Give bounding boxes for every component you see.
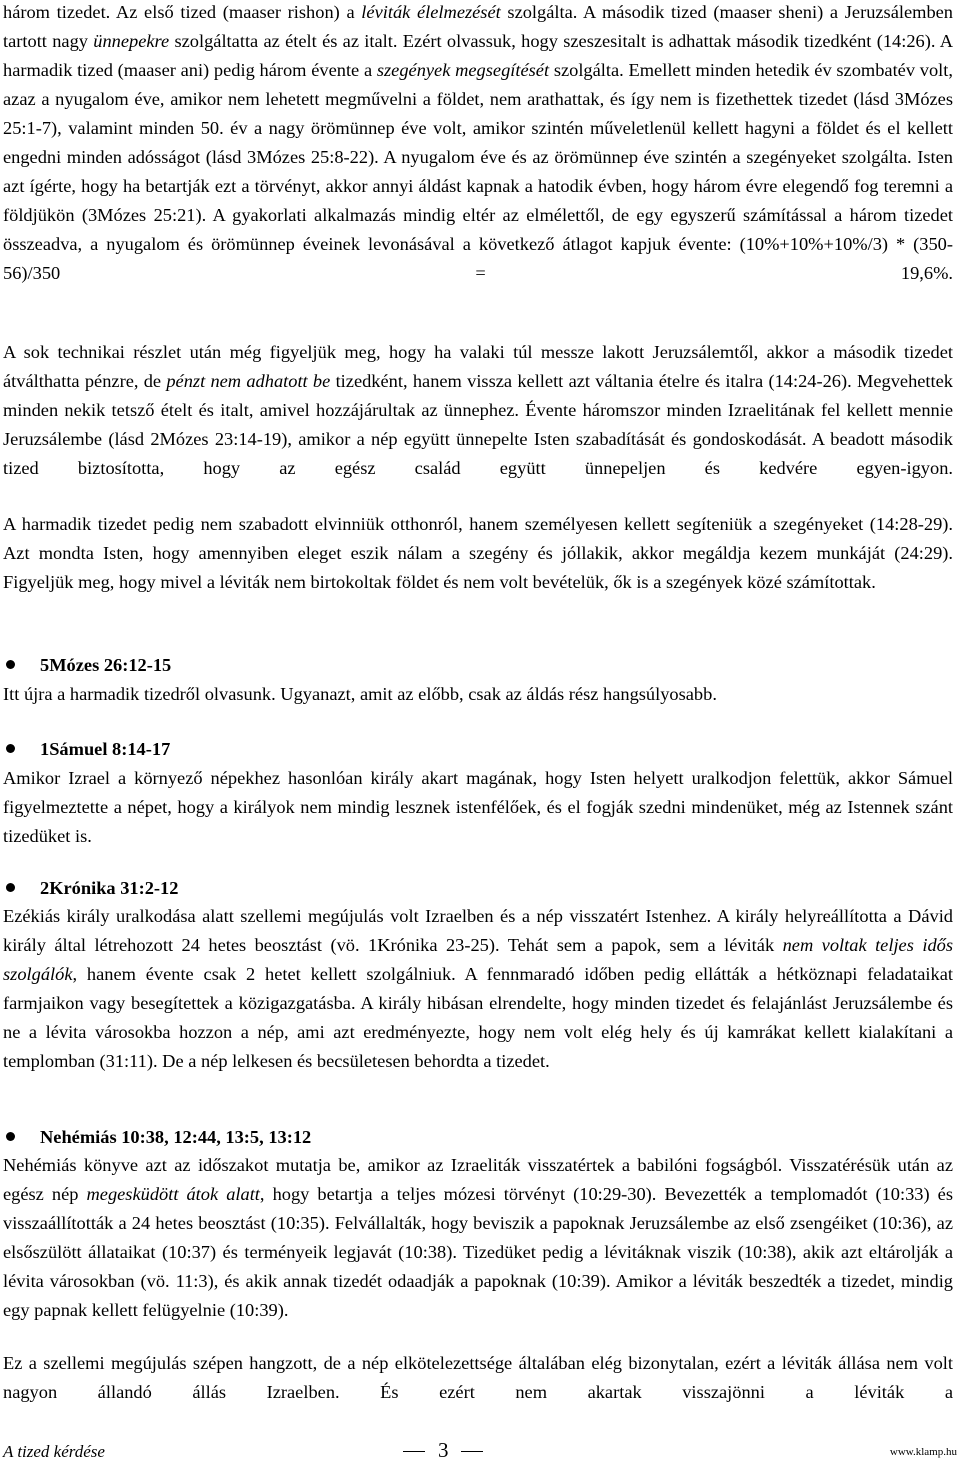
heading-text: 1Sámuel 8:14-17 xyxy=(40,739,171,759)
footer-document-title: A tized kérdése xyxy=(3,1442,105,1461)
bullet-icon xyxy=(6,744,15,753)
page-number: 3 xyxy=(438,1438,449,1462)
heading-text: 2Krónika 31:2-12 xyxy=(40,878,179,898)
emphasis-text: nem voltak teljes idős szolgálók xyxy=(3,935,953,984)
text-run: tizedként, hanem vissza kellett azt váltania ételre és italra (14:24-26). Megvehettek minden nekik tetsző ételt és italt, amivel hozzájárultak az ünnephez. Évente háromszor minden Izraelitának fel kellett mennie Jeruzsálembe (lásd 2Mózes 23:14-19), amikor a nép együtt ünnepelte Isten szabadítását és gondoskodását. A beadott második tized biztosította, hogy az egész család együtt ünnepeljen és kedvére egyen-igyon. xyxy=(3,371,954,478)
text-run: három tizedet. Az első tized (maaser rishon) a xyxy=(3,2,362,22)
text-run: Nehémiás könyve azt az időszakot mutatja be, amikor az Izraeliták visszatértek a babilóni fogságból. Visszatérésük után az egész nép xyxy=(3,1155,953,1204)
text-run: A harmadik tizedet pedig nem szabadott elvinniük otthonról, hanem személyesen kellett segíteniük a szegényeket (14:28-29). Azt mondta Isten, hogy amennyiben eleget eszik nálam a szegény és jóllakik, akkor megáldja kezem munkáját (24:29). Figyeljük meg, hogy mivel a léviták nem birtokoltak földet és nem volt bevételük, ők is a szegények közé számítottak. xyxy=(3,514,953,592)
paragraph-1-samuel xyxy=(3,764,953,851)
section-heading-5-mozes xyxy=(3,651,953,680)
text-run: szolgálta. A második tized (maaser sheni) a Jeruzsálemben tartott nagy xyxy=(3,2,953,51)
text-run: Ez a szellemi megújulás szépen hangzott, de a nép elkötelezettsége általában elég bizonytalan, ezért a léviták állása nem volt nagyon állandó állás Izraelben. És ezért nem akartak visszajönni a léviták a xyxy=(3,1353,953,1402)
paragraph-5-mozes xyxy=(3,680,953,709)
footer-dash-right xyxy=(461,1451,483,1452)
bullet-icon xyxy=(6,883,15,892)
paragraph-2-kronika xyxy=(3,902,953,1076)
bullet-icon xyxy=(6,660,15,669)
text-run: Amikor Izrael a környező népekhez hasonlóan király akart magának, hogy Isten helyett uralkodjon felettük, akkor Sámuel figyelmeztette a népet, hogy a királyok nem mindig lesznek istenfélőek, és el fogják szedni mindenüket, még az Istennek szánt tizedüket is. xyxy=(3,768,953,846)
text-run: Ezékiás király uralkodása alatt szellemi megújulás volt Izraelben és a nép visszatért Istenhez. A király helyreállította a Dávid király által létrehozott 24 hetes beosztást (vö. 1Krónika 23-25). Tehát sem a papok, sem a léviták xyxy=(3,906,953,955)
section-heading-1-samuel xyxy=(3,735,953,764)
paragraph-third-tithe xyxy=(3,510,953,597)
text-run: , hanem évente csak 2 hetet kellett szolgálniuk. A fennmaradó időben pedig ellátták a hétköznapi feladataikat farmjaikon vagy besegítettek a közigazgatásba. A király hibásan elrendelte, hogy minden tizedet és felajánlást Jeruzsálembe és ne a lévita városokba hozzon a nép, ami azt eredményezte, hogy nem volt elég hely és új kamrákat kellett kialakítani a templomban (31:11). De a nép lelkesen és becsületesen behordta a tizedet. xyxy=(3,964,953,1071)
text-run: A sok technikai részlet után még figyeljük meg, hogy ha valaki túl messze lakott Jeruzsálemtől, akkor a második tizedet átválthatta pénzre, de xyxy=(3,342,953,391)
paragraph-closing xyxy=(3,1349,953,1407)
section-heading-nehemias xyxy=(3,1123,953,1152)
bullet-icon xyxy=(6,1132,15,1141)
footer-website-link[interactable]: www.klamp.hu xyxy=(889,1446,957,1458)
section-heading-2-kronika xyxy=(3,874,953,903)
emphasis-text: pénzt nem adhatott be xyxy=(166,371,331,391)
paragraph-nehemias xyxy=(3,1151,953,1325)
text-run: , hogy betartja a teljes mózesi törvényt (10:29-30). Bevezették a templomadót (10:33) és visszaállították a 24 hetes beosztást (10:35). Felvállalták, hogy beviszik a papoknak Jeruzsálembe az első zsengéiket (10:36), az elsőszülött állataikat (10:37) és terményeik legjavát (10:38). Tizedüket pedig a lévitáknak viszik (10:38), akik azt eltárolják a lévita városokban (vö. 11:3), és akik annak tizedét odaadják a papoknak (10:39). Amikor a léviták beszedték a tizedet, mindig egy papnak kellett felügyelnie (10:39). xyxy=(3,1184,953,1320)
heading-text: Nehémiás 10:38, 12:44, 13:5, 13:12 xyxy=(40,1127,312,1147)
paragraph-tithes-overview xyxy=(3,0,953,288)
emphasis-text: léviták élelmezését xyxy=(361,2,501,22)
page-footer xyxy=(0,1438,960,1462)
emphasis-text: szegények megsegítését xyxy=(376,60,550,80)
heading-text: 5Mózes 26:12-15 xyxy=(40,655,172,675)
text-run: szolgáltatta az ételt és az italt. Ezért olvassuk, hogy szeszesitalt is adhattak második tizedként (14:26). A harmadik tized (maaser ani) pedig három évente a xyxy=(3,31,953,80)
paragraph-second-tithe xyxy=(3,338,953,483)
footer-dash-left xyxy=(403,1451,425,1452)
text-run: szolgálta. Emellett minden hetedik év szombatév volt, azaz a nyugalom éve, amikor nem lehetett megművelni a földet, nem arathattak, és így nem is fizethettek tizedet (lásd 3Mózes 25:1-7), valamint minden 50. év a nagy örömünnep éve volt, amikor szintén műveletlenül kellett hagyni a földet és el kellett engedni minden adósságot (lásd 3Mózes 25:8-22). A nyugalom éve és az örömünnep éve szintén a szegényeket szolgálta. Isten azt ígérte, hogy ha betartják ezt a törvényt, akkor annyi áldást kapnak a hatodik évben, hogy három évre elegendő fog teremni a földjükön (3Mózes 25:21). A gyakorlati alkalmazás mindig eltér az elmélettől, de egy egyszerű számítással a három tizedet összeadva, a nyugalom és örömünnep éveinek levonásával a következő átlagot kapjuk évente: (10%+10%+10%/3) * (350-56)/350 = 19,6%. xyxy=(3,60,953,283)
emphasis-text: megesküdött átok alatt xyxy=(86,1184,260,1204)
emphasis-text: ünnepekre xyxy=(93,31,170,51)
text-run: Itt újra a harmadik tizedről olvasunk. Ugyanazt, amit az előbb, csak az áldás rész hangsúlyosabb. xyxy=(3,684,717,704)
